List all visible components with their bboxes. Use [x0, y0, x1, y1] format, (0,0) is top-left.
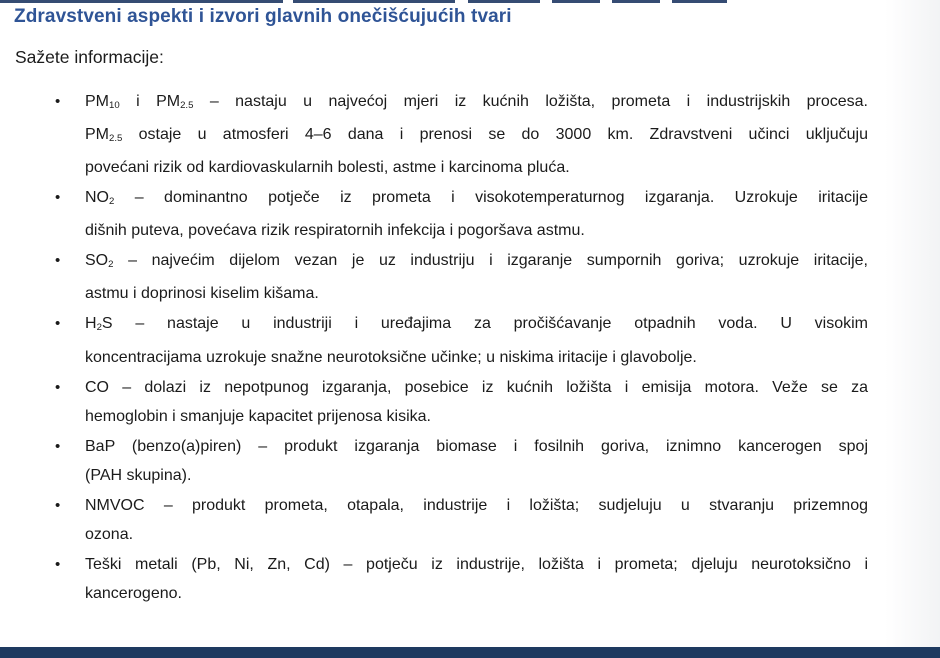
list-item-line: (PAH skupina). [85, 466, 192, 484]
list-item-line: $PM_{10}$ i $PM_{2.5}$ – nastaju u najvećoj mjeri iz kućnih ložišta, prometa i industrijskih procesa. [85, 93, 869, 112]
list-item-line: ozona. [85, 525, 134, 543]
list-item [55, 309, 868, 371]
list-item-line: $NO_2$ – dominantno potječe iz prometa i visokotemperaturnog izgaranja. Uzrokuje iritacije [85, 189, 868, 208]
list-item [55, 432, 868, 490]
list-item-line: Teški metali (Pb, Ni, Zn, Cd) – potječu iz industrije, ložišta i prometa; djeluju neurotoksično i [85, 555, 868, 573]
bullet-icon: • [55, 189, 61, 207]
intro-label: Sažete informacije: [15, 47, 164, 67]
list-item [55, 246, 868, 308]
list-item [55, 491, 868, 549]
list-item-line: NMVOC – produkt prometa, otapala, industrije i ložišta; sudjeluju u stvaranju prizemnog [85, 496, 868, 514]
bullet-list [0, 87, 868, 609]
bullet-icon: • [55, 437, 61, 455]
top-bar-segment [612, 0, 660, 3]
bullet-icon: • [55, 93, 61, 110]
top-cutoff-bar [0, 0, 940, 3]
list-item-line: BaP (benzo(a)piren) – produkt izgaranja biomase i fosilnih goriva, iznimno kancerogen spoj [85, 437, 868, 455]
top-bar-segment [293, 0, 455, 3]
list-item-line: astmu i doprinosi kiselim kišama. [85, 285, 319, 303]
list-item-line: hemoglobin i smanjuje kapacitet prijenosa kisika. [85, 407, 431, 425]
list-item-line: $PM_{2.5}$ ostaje u atmosferi 4–6 dana i prenosi se do 3000 km. Zdravstveni učinci uključuju [85, 126, 868, 145]
bullet-icon: • [55, 252, 61, 270]
list-item-line: koncentracijama uzrokuje snažne neurotoksične učinke; u niskima iritacije i glavobolje. [85, 348, 697, 366]
bullet-icon: • [55, 496, 61, 514]
list-item-line: CO – dolazi iz nepotpunog izgaranja, posebice iz kućnih ložišta i emisija motora. Veže se za [85, 378, 868, 396]
list-item-line: dišnih puteva, povećava rizik respiratornih infekcija i pogoršava astmu. [85, 222, 585, 240]
list-item-line: $H_2S$ – nastaje u industriji i uređajima za pročišćavanje otpadnih voda. U visokim [85, 315, 868, 334]
page-title: Zdravstveni aspekti i izvori glavnih onečišćujućih tvari [14, 6, 512, 27]
bottom-bar [0, 647, 940, 658]
bullet-icon: • [55, 555, 61, 573]
bullet-icon: • [55, 378, 61, 396]
list-item [55, 550, 868, 608]
top-bar-segment [552, 0, 600, 3]
list-item [55, 373, 868, 431]
list-item [55, 183, 868, 245]
list-item-line: $SO_2$ – najvećim dijelom vezan je uz industriju i izgaranje sumpornih goriva; uzrokuje iritacije, [85, 252, 868, 271]
bullet-icon: • [55, 315, 61, 333]
top-bar-segment [672, 0, 727, 3]
top-bar-segment [0, 0, 283, 3]
list-item [55, 87, 869, 182]
list-item-line: kancerogeno. [85, 584, 182, 602]
list-item-line: povećani rizik od kardiovaskularnih bolesti, astme i karcinoma pluća. [85, 159, 570, 177]
page-edge-shadow [885, 0, 940, 658]
top-bar-segment [468, 0, 540, 3]
